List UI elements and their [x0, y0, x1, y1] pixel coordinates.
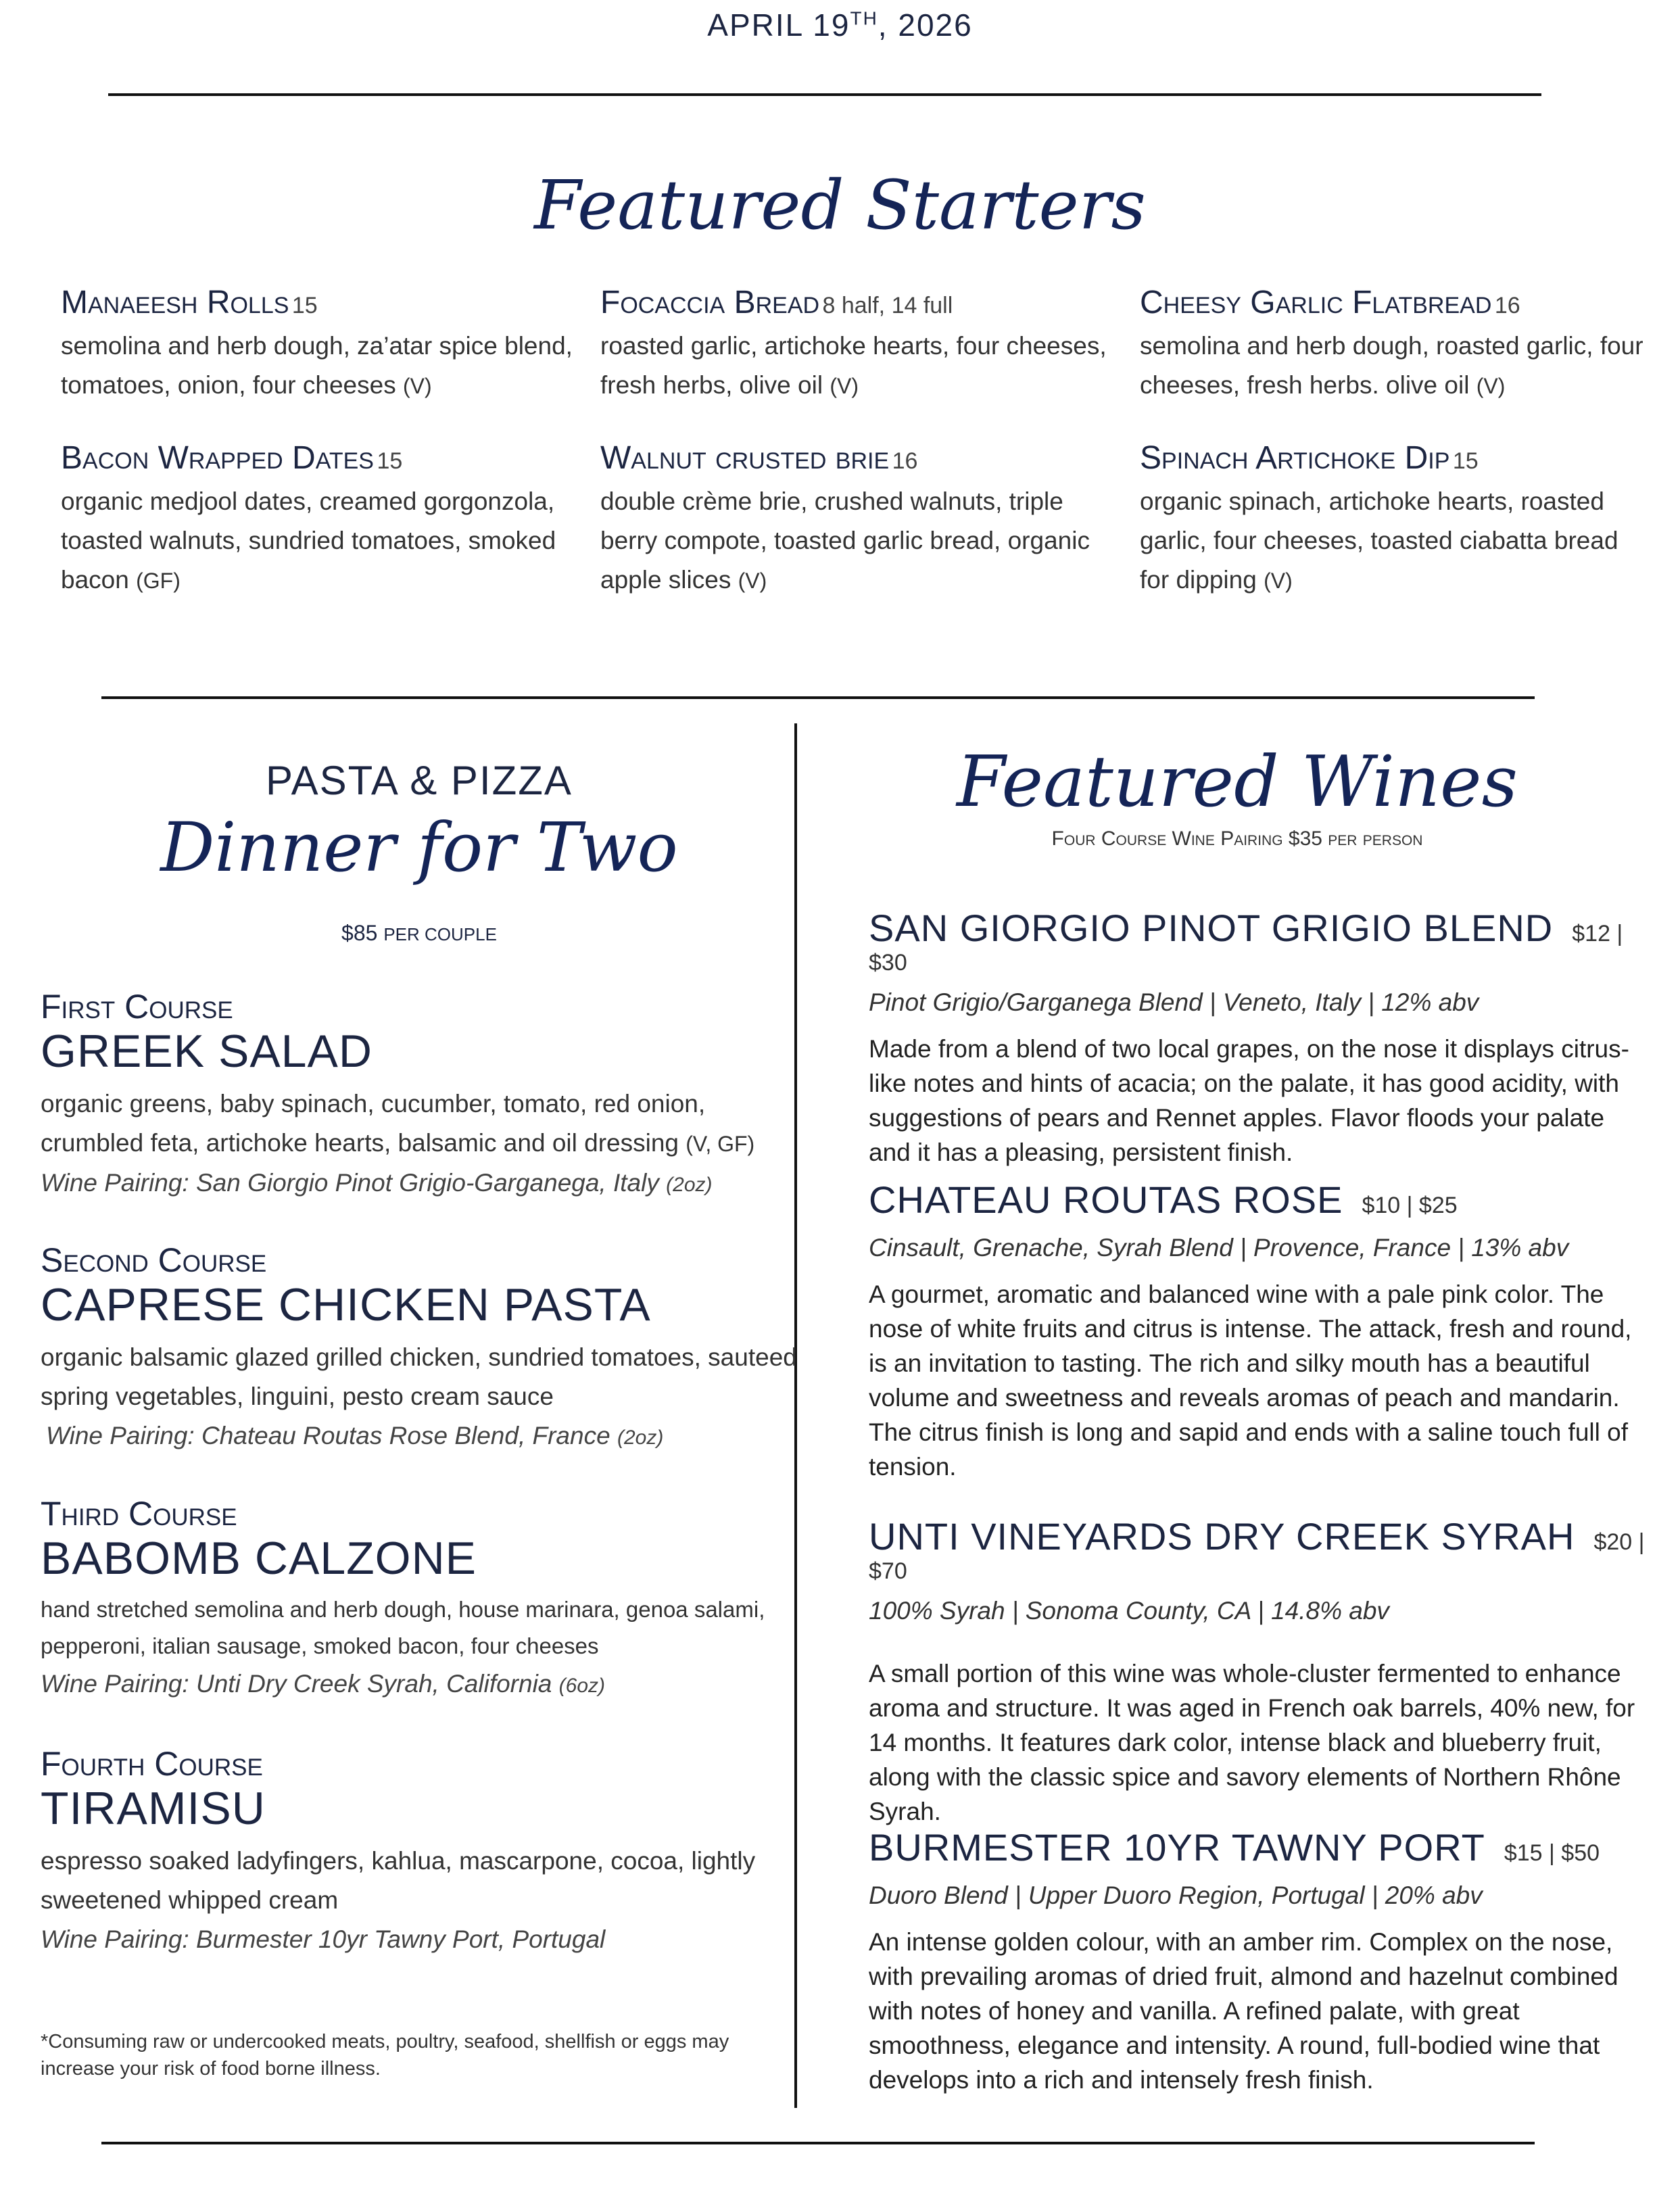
wine-item	[869, 1514, 1646, 1829]
diet-tag: (V, GF)	[686, 1132, 755, 1156]
starter-desc: semolina and herb dough, roasted garlic, four cheeses, fresh herbs. olive oil	[1140, 332, 1643, 399]
pasta-pizza-heading: PASTA & PIZZA	[266, 758, 573, 803]
wine-name: BURMESTER 10YR TAWNY PORT	[869, 1826, 1485, 1869]
starters-title: Featured Starters	[534, 166, 1146, 245]
starter-item	[600, 439, 1114, 600]
wine-price: $20 | $70	[869, 1529, 1645, 1584]
wine-name: SAN GIORGIO PINOT GRIGIO BLEND	[869, 907, 1554, 949]
wines-title: Featured Wines	[957, 740, 1518, 823]
wine-desc: Made from a blend of two local grapes, on the nose it displays citrus-like notes and hints of acacia; on the palate, it has good acidity, with suggestions of pears and Rennet apples. Flavor floods your palate and it has a pleasing, persistent finish.	[869, 1035, 1629, 1166]
food-safety-disclaimer: *Consuming raw or undercooked meats, poultry, seafood, shellfish or eggs may increase your risk of food borne illness.	[41, 2031, 729, 2080]
top-divider	[108, 93, 1541, 96]
wine-details: 100% Syrah | Sonoma County, CA | 14.8% abv	[869, 1597, 1389, 1625]
wine-item	[869, 1178, 1646, 1484]
wine-pairing: Wine Pairing: San Giorgio Pinot Grigio-Garganega, Italy	[41, 1169, 659, 1197]
diet-tag: (V)	[402, 374, 432, 398]
course-desc: espresso soaked ladyfingers, kahlua, mascarpone, cocoa, lightly sweetened whipped cream	[41, 1847, 756, 1914]
wine-price: $12 | $30	[869, 921, 1623, 976]
course-label: First Course	[41, 988, 233, 1026]
course-label: Fourth Course	[41, 1745, 263, 1783]
starter-desc: organic medjool dates, creamed gorgonzola, toasted walnuts, sundried tomatoes, smoked bacon	[61, 487, 556, 594]
course-desc: organic greens, baby spinach, cucumber, tomato, red onion, crumbled feta, artichoke hearts, balsamic and oil dressing	[41, 1090, 706, 1157]
pour-size: (2oz)	[666, 1174, 713, 1196]
wine-item	[869, 1825, 1646, 2097]
diet-tag: (V)	[1264, 569, 1293, 593]
diet-tag: (GF)	[136, 569, 181, 593]
course-desc: hand stretched semolina and herb dough, house marinara, genoa salami, pepperoni, italian sausage, smoked bacon, four cheeses	[41, 1597, 765, 1658]
starter-price: 15	[1452, 448, 1479, 474]
pour-size: (2oz)	[617, 1426, 664, 1449]
starter-price: 8 half, 14 full	[822, 293, 953, 318]
course-name: BABOMB CALZONE	[41, 1533, 477, 1584]
wine-pairing: Wine Pairing: Chateau Routas Rose Blend, France	[46, 1422, 610, 1449]
starter-name: Spinach Artichoke Dip	[1140, 440, 1450, 476]
dinner-title: Dinner for Two	[160, 808, 678, 887]
wine-desc: A small portion of this wine was whole-cluster fermented to enhance aroma and structure. It was aged in French oak barrels, 40% new, for 14 months. It features dark color, intense black and blueberry fruit, along with the classic spice and savory elements of Northern Rhône Syrah.	[869, 1660, 1635, 1825]
course-name: GREEK SALAD	[41, 1026, 373, 1077]
course-block	[41, 987, 798, 1205]
course-block	[41, 1744, 798, 1959]
wine-price: $10 | $25	[1362, 1193, 1458, 1218]
starter-name: Bacon Wrapped Dates	[61, 440, 374, 476]
wine-pairing-note: Four Course Wine Pairing $35 per person	[1051, 827, 1423, 850]
wine-desc: A gourmet, aromatic and balanced wine with a pale pink color. The nose of white fruits and citrus is intense. The attack, fresh and round, is an invitation to tasting. The rich and silky mouth has a beautiful volume and sweetness and reveals aromas of peach and mandarin. The citrus finish is long and sapid and ends with a saline touch full of tension.	[869, 1280, 1632, 1481]
course-name: TIRAMISU	[41, 1783, 266, 1834]
pour-size: (6oz)	[558, 1675, 606, 1697]
starter-price: 15	[291, 293, 318, 318]
wine-pairing: Wine Pairing: Unti Dry Creek Syrah, California	[41, 1670, 552, 1698]
dinner-price: $85 PER COUPLE	[341, 921, 497, 945]
wine-pairing: Wine Pairing: Burmester 10yr Tawny Port, Portugal	[41, 1925, 606, 1953]
wine-details: Pinot Grigio/Garganega Blend | Veneto, Italy | 12% abv	[869, 988, 1479, 1016]
starter-name: Manaeesh Rolls	[61, 285, 289, 320]
course-label: Second Course	[41, 1241, 267, 1279]
starter-item	[1140, 284, 1654, 406]
course-label: Third Course	[41, 1495, 237, 1533]
wine-details: Duoro Blend | Upper Duoro Region, Portugal | 20% abv	[869, 1881, 1483, 1909]
course-block	[41, 1241, 798, 1458]
starter-price: 15	[377, 448, 403, 474]
bottom-divider	[101, 2142, 1535, 2144]
starter-desc: roasted garlic, artichoke hearts, four cheeses, fresh herbs, olive oil	[600, 332, 1107, 399]
wine-details: Cinsault, Grenache, Syrah Blend | Provence, France | 13% abv	[869, 1234, 1569, 1262]
course-name: CAPRESE CHICKEN PASTA	[41, 1279, 651, 1330]
starter-desc: double crème brie, crushed walnuts, triple berry compote, toasted garlic bread, organic apple slices	[600, 487, 1090, 594]
course-desc: organic balsamic glazed grilled chicken, sundried tomatoes, sauteed spring vegetables, linguini, pesto cream sauce	[41, 1343, 797, 1410]
starter-item	[61, 284, 575, 406]
wine-name: CHATEAU ROUTAS ROSE	[869, 1178, 1343, 1221]
starter-price: 16	[892, 448, 918, 474]
wine-desc: An intense golden colour, with an amber rim. Complex on the nose, with prevailing aromas of dried fruit, almond and hazelnut combined with notes of honey and vanilla. A refined palate, with great smoothness, elegance and intensity. A round, full-bodied wine that develops into a rich and intensely fresh finish.	[869, 1928, 1618, 2094]
wine-item	[869, 906, 1646, 1170]
wine-price: $15 | $50	[1504, 1840, 1600, 1866]
diet-tag: (V)	[738, 569, 767, 593]
starter-item	[600, 284, 1114, 406]
diet-tag: (V)	[1476, 374, 1506, 398]
menu-date: APRIL 19TH, 2026	[707, 7, 973, 43]
wine-name: UNTI VINEYARDS DRY CREEK SYRAH	[869, 1515, 1575, 1558]
course-block	[41, 1494, 798, 1706]
starter-name: Focaccia Bread	[600, 285, 820, 320]
starter-item	[1140, 439, 1654, 600]
starter-item	[61, 439, 575, 600]
starter-name: Cheesy Garlic Flatbread	[1140, 285, 1492, 320]
section-divider	[101, 696, 1535, 699]
starter-desc: organic spinach, artichoke hearts, roasted garlic, four cheeses, toasted ciabatta bread for dipping	[1140, 487, 1618, 594]
starter-name: Walnut crusted brie	[600, 440, 890, 476]
diet-tag: (V)	[830, 374, 859, 398]
starter-desc: semolina and herb dough, za’atar spice blend, tomatoes, onion, four cheeses	[61, 332, 573, 399]
starter-price: 16	[1494, 293, 1520, 318]
